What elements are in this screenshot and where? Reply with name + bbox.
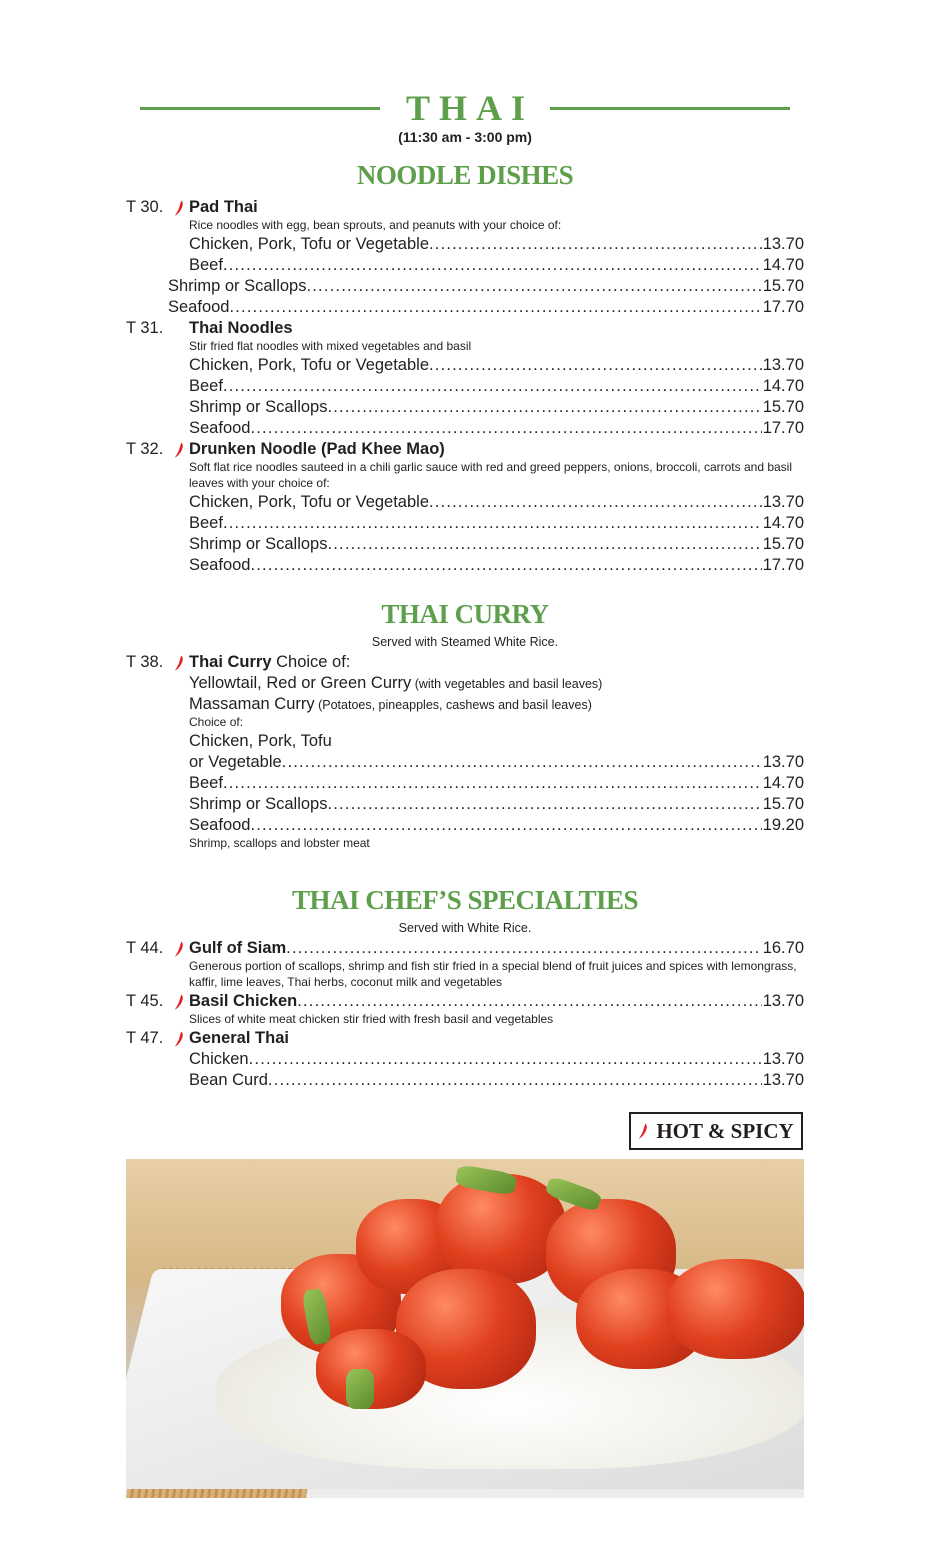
option-label: or Vegetable (189, 753, 282, 771)
option-label: Seafood (189, 556, 251, 574)
price-row (126, 555, 804, 576)
item-description-row (126, 1011, 804, 1027)
serving-hours: (11:30 am - 3:00 pm) (398, 129, 532, 145)
item-footnote: Shrimp, scallops and lobster meat (189, 836, 370, 850)
option-price: 17.70 (762, 419, 804, 437)
curry-variant (126, 673, 804, 694)
item-description: Soft flat rice noodles sauteed in a chili garlic sauce with red and greed peppers, onions, broccoli, carrots and basil leaves with your choice of: (189, 460, 793, 490)
price-row (126, 276, 804, 297)
option-price: 14.70 (762, 377, 804, 395)
option-price: 15.70 (762, 398, 804, 416)
option-price: 13.70 (762, 356, 804, 374)
leader-dots (268, 1070, 762, 1091)
price-row (126, 1049, 804, 1070)
section-subtitle: Served with White Rice. (398, 921, 532, 935)
price-row (126, 255, 804, 276)
leader-dots (223, 376, 762, 397)
item-name-suffix: Choice of: (271, 653, 351, 671)
item-description: Rice noodles with egg, bean sprouts, and peanuts with your choice of: (189, 218, 562, 232)
menu-item-t30 (126, 197, 804, 218)
item-description-row (126, 459, 804, 491)
chili-pepper-icon (174, 442, 184, 458)
option-label: Beef (189, 514, 223, 532)
option-price: 19.20 (762, 816, 804, 834)
item-description: Slices of white meat chicken stir fried with fresh basil and vegetables (189, 1012, 554, 1026)
leader-dots (429, 355, 762, 376)
menu-item-t38 (126, 652, 804, 673)
item-number: T 45. (126, 992, 164, 1010)
page-title: THAI (405, 88, 535, 128)
header-rule-left (140, 107, 380, 110)
item-number: T 30. (126, 198, 164, 216)
menu-item-t45 (126, 991, 804, 1012)
curry-variant (126, 694, 804, 715)
price-row (126, 234, 804, 255)
option-label: Shrimp or Scallops (189, 795, 328, 813)
menu-item-t32 (126, 439, 804, 460)
option-price: 13.70 (762, 753, 804, 771)
leader-dots (249, 1049, 762, 1070)
option-label: Shrimp or Scallops (189, 398, 328, 416)
option-price: 13.70 (762, 235, 804, 253)
option-price: 15.70 (762, 795, 804, 813)
section-title-chefs-specialties: THAI CHEF’S SPECIALTIES (291, 885, 639, 915)
price-row (126, 397, 804, 418)
item-description: Generous portion of scallops, shrimp and fish stir fried in a special blend of fruit juices and spices with lemongrass, kaffir, lime leaves, Thai herbs, coconut milk and vegetables (189, 959, 797, 989)
item-number: T 31. (126, 319, 164, 337)
price-row (126, 492, 804, 513)
item-name: Gulf of Siam (189, 939, 287, 957)
leader-dots (306, 276, 761, 297)
chili-pepper-icon (638, 1123, 648, 1139)
option-label: Seafood (189, 816, 251, 834)
choice-label-row (126, 714, 804, 730)
variant-group (189, 673, 602, 695)
leader-dots (429, 234, 762, 255)
price-row (126, 376, 804, 397)
page-header (140, 86, 790, 130)
variant-label: Yellowtail, Red or Green Curry (189, 674, 412, 692)
legend-label: HOT & SPICY (656, 1118, 794, 1143)
price-row (126, 297, 804, 318)
price-row (126, 418, 804, 439)
item-number: T 32. (126, 440, 164, 458)
option-price: 14.70 (762, 256, 804, 274)
option-price: 13.70 (762, 493, 804, 511)
variant-label: Massaman Curry (189, 695, 315, 713)
item-description-row (126, 338, 804, 354)
variant-group (189, 694, 592, 716)
variant-note: (with vegetables and basil leaves) (411, 677, 603, 691)
variant-note: (Potatoes, pineapples, cashews and basil leaves) (314, 698, 592, 712)
item-name: Drunken Noodle (Pad Khee Mao) (189, 440, 445, 458)
price-row (126, 815, 804, 836)
chili-pepper-icon (174, 994, 184, 1010)
leader-dots (282, 752, 762, 773)
option-label: Chicken, Pork, Tofu or Vegetable (189, 356, 430, 374)
option-label: Beef (189, 377, 223, 395)
chili-pepper-icon (174, 1031, 184, 1047)
option-price: 13.70 (762, 1050, 804, 1068)
option-price: 14.70 (762, 774, 804, 792)
leader-dots (297, 991, 761, 1012)
leader-dots (229, 297, 761, 318)
option-price: 13.70 (762, 1071, 804, 1089)
item-name-group (189, 652, 350, 673)
item-price: 16.70 (762, 939, 804, 957)
header-rule-right (550, 107, 790, 110)
leader-dots (286, 938, 762, 959)
section-subtitle: Served with Steamed White Rice. (371, 635, 559, 649)
leader-dots (223, 773, 762, 794)
item-name: Thai Curry (189, 653, 272, 671)
option-label: Beef (189, 256, 223, 274)
menu-item-t31 (126, 318, 804, 339)
option-label: Shrimp or Scallops (189, 535, 328, 553)
leader-dots (250, 815, 761, 836)
item-description-row (126, 217, 804, 233)
price-row (126, 794, 804, 815)
menu-item-t47 (126, 1028, 804, 1049)
footnote-row (126, 835, 804, 851)
price-row (126, 534, 804, 555)
leader-dots (429, 492, 762, 513)
option-price: 17.70 (762, 556, 804, 574)
option-label: Chicken, Pork, Tofu or Vegetable (189, 235, 430, 253)
option-label: Seafood (168, 298, 230, 316)
item-description-row (126, 958, 804, 990)
item-number: T 44. (126, 939, 164, 957)
option-label: Shrimp or Scallops (168, 277, 307, 295)
chicken-piece (666, 1259, 804, 1359)
choice-label: Choice of: (189, 715, 244, 729)
item-number: T 38. (126, 653, 164, 671)
chili-pepper-icon (174, 941, 184, 957)
chili-pepper-icon (174, 200, 184, 216)
option-label: Bean Curd (189, 1071, 268, 1089)
leader-dots (250, 418, 761, 439)
item-number: T 47. (126, 1029, 164, 1047)
leader-dots (250, 555, 761, 576)
price-row (126, 752, 804, 773)
section-title-noodle-dishes: NOODLE DISHES (356, 160, 574, 190)
leader-dots (327, 534, 761, 555)
item-name: Thai Noodles (189, 319, 293, 337)
option-label: Seafood (189, 419, 251, 437)
section-title-thai-curry: THAI CURRY (381, 599, 549, 629)
food-photo (126, 1159, 804, 1498)
item-description: Stir fried flat noodles with mixed vegetables and basil (189, 339, 472, 353)
green-pepper (346, 1369, 374, 1409)
item-name: Pad Thai (189, 198, 258, 216)
leader-dots (223, 513, 762, 534)
leader-dots (327, 397, 761, 418)
hot-and-spicy-legend (629, 1112, 803, 1150)
choice-line (126, 731, 804, 752)
option-price: 14.70 (762, 514, 804, 532)
leader-dots (223, 255, 762, 276)
choice-text: Chicken, Pork, Tofu (189, 732, 332, 750)
option-label: Chicken, Pork, Tofu or Vegetable (189, 493, 430, 511)
option-price: 15.70 (762, 535, 804, 553)
price-row (126, 1070, 804, 1091)
item-price: 13.70 (762, 992, 804, 1010)
option-price: 15.70 (762, 277, 804, 295)
option-label: Chicken (189, 1050, 249, 1068)
item-name: General Thai (189, 1029, 289, 1047)
price-row (126, 355, 804, 376)
item-name: Basil Chicken (189, 992, 298, 1010)
chili-pepper-icon (174, 655, 184, 671)
menu-item-t44 (126, 938, 804, 959)
price-row (126, 773, 804, 794)
leader-dots (327, 794, 761, 815)
option-label: Beef (189, 774, 223, 792)
option-price: 17.70 (762, 298, 804, 316)
price-row (126, 513, 804, 534)
